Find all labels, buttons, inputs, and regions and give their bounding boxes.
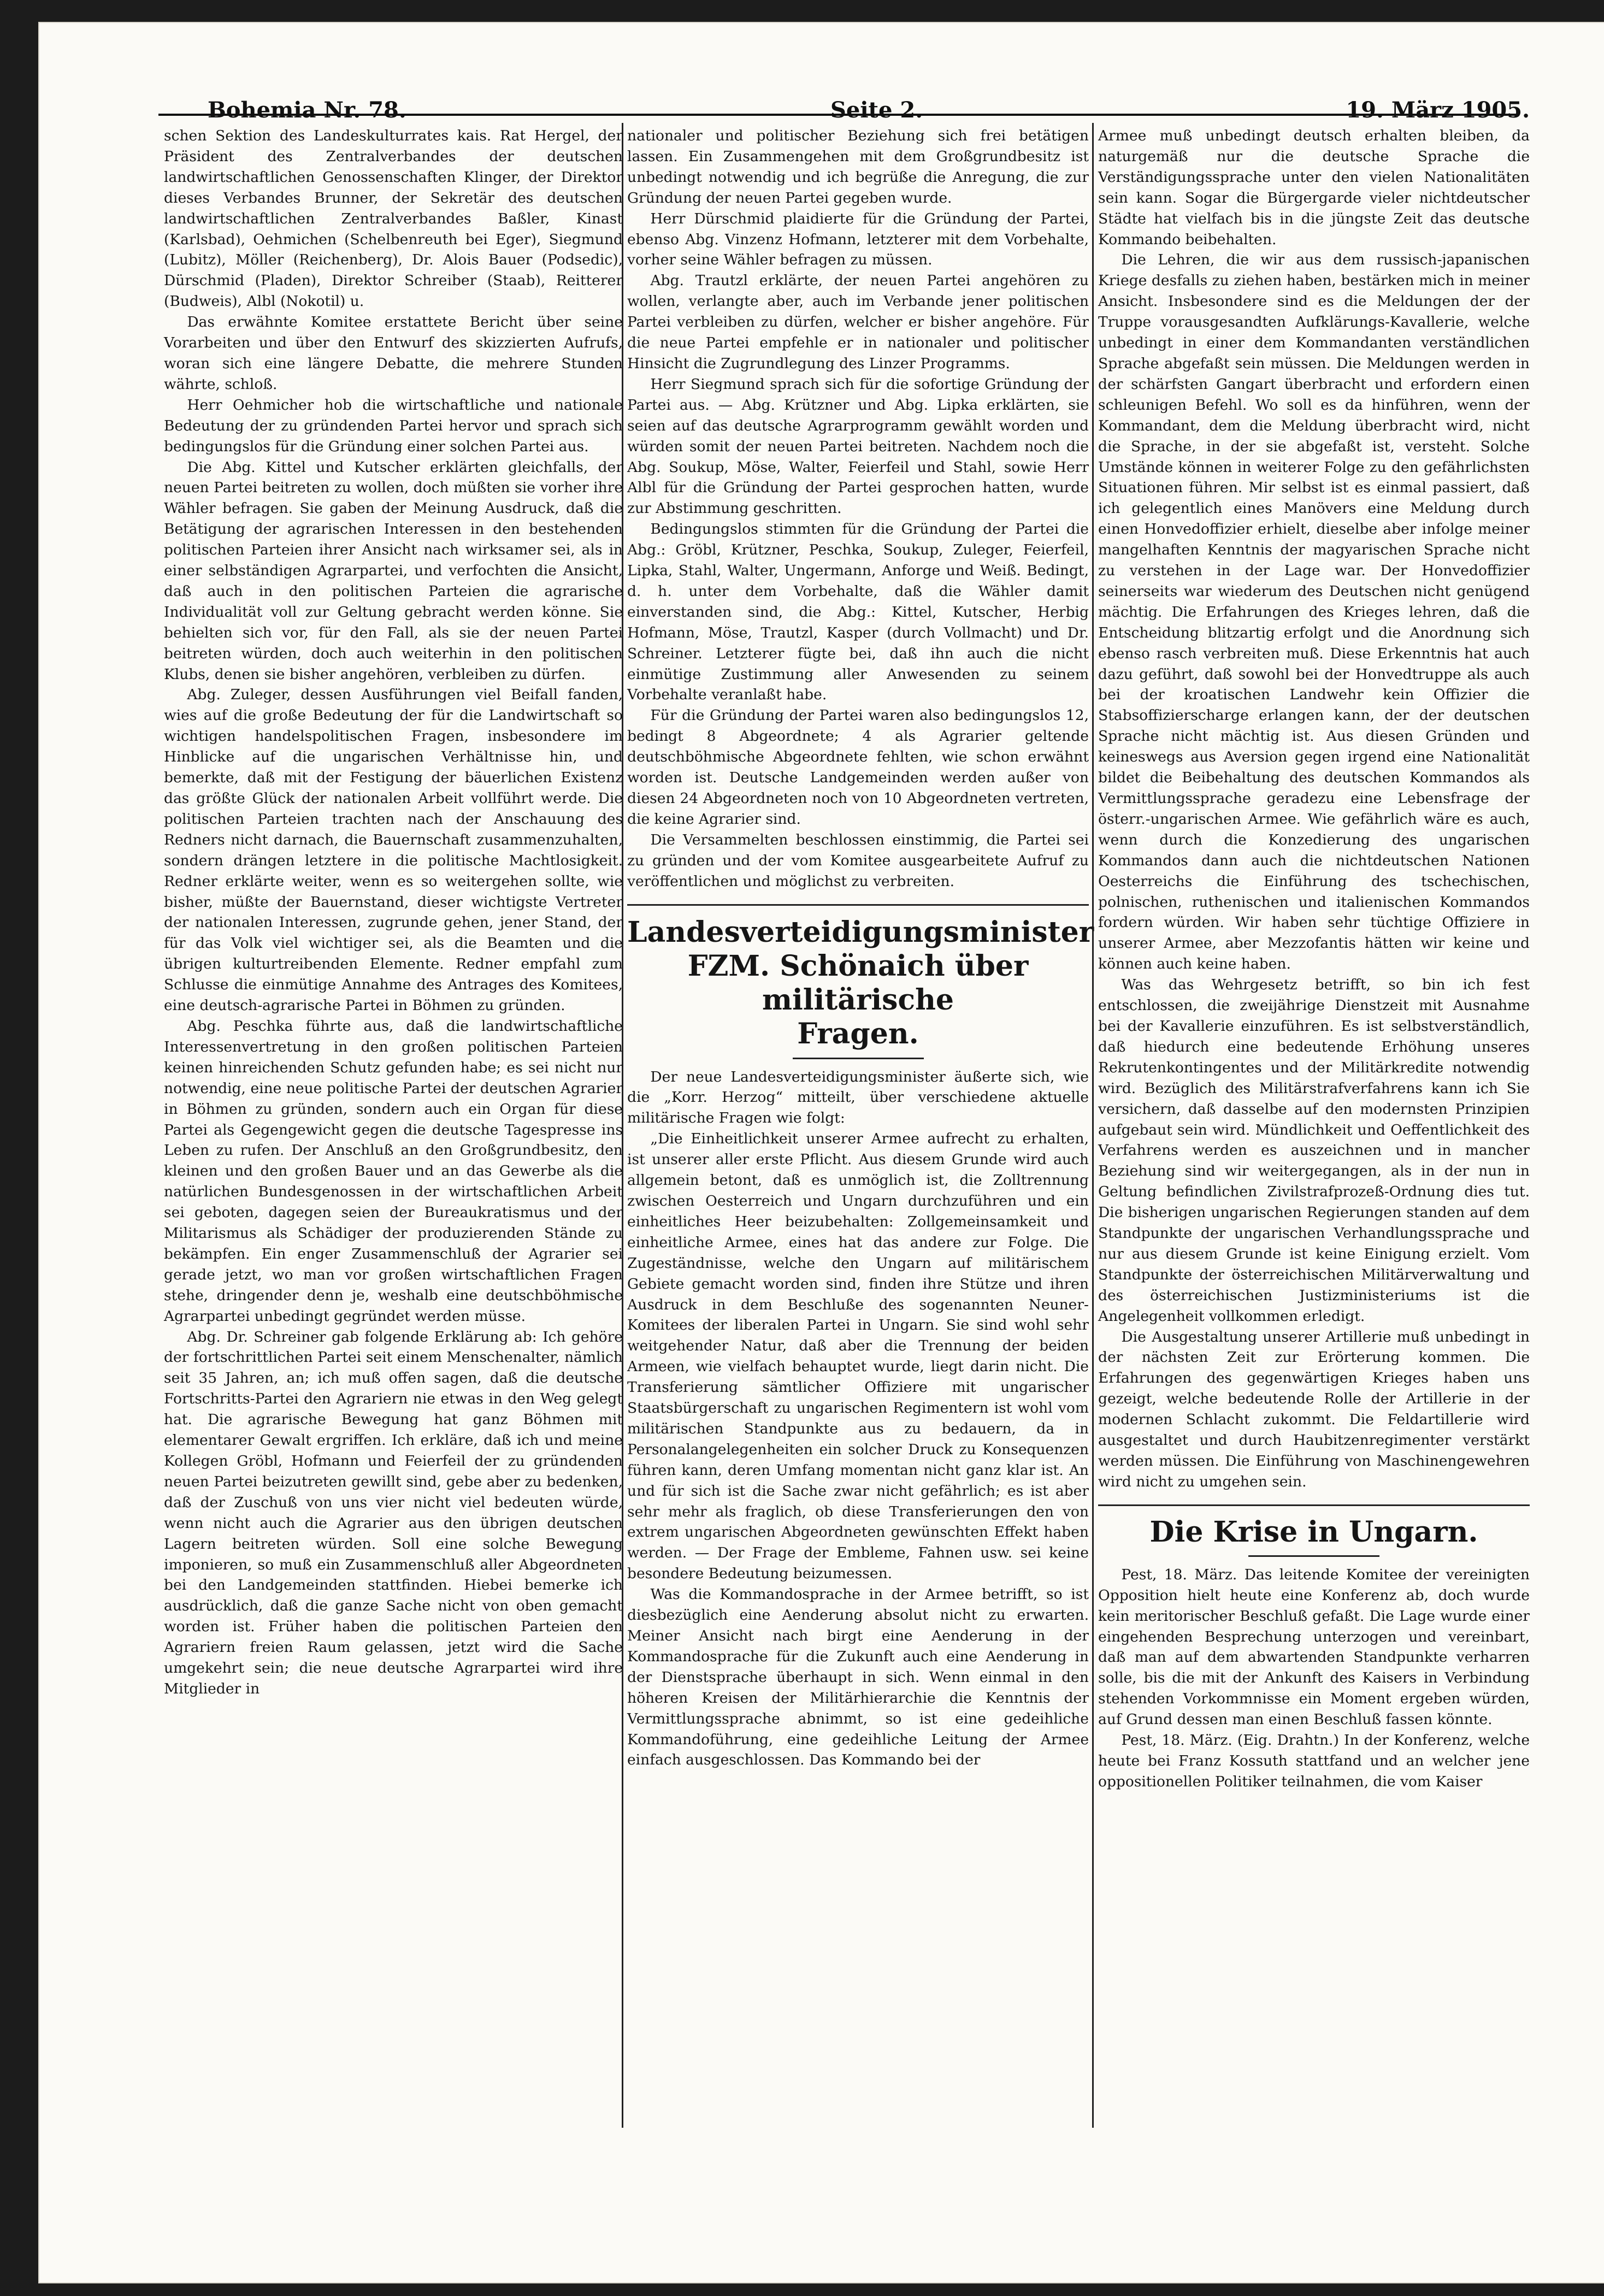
header-date: 19. März 1905.	[1346, 97, 1530, 123]
paragraph: nationaler und politischer Beziehung sich frei betätigen lassen. Ein Zusammengehen mit dem Großgrundbesitz ist unbedingt notwendig und ich begrüße die Anregung, die zur Gründung der neuen Partei gegeben wurde.	[627, 127, 1089, 206]
column-divider	[1092, 123, 1094, 2128]
paragraph: Für die Gründung der Partei waren also bedingungslos 12, bedingt 8 Abgeordnete; 4 als Agrarier geltende deutschböhmische Abgeordnete fehlten, wie schon erwähnt worden ist. Deutsche Landgemeinden werden außer von diesen 24 Abgeordneten noch von 10 Abgeordneten vertreten, die keine Agrarier sind.	[627, 707, 1089, 828]
headline-line: Fragen.	[797, 1017, 919, 1050]
paragraph: Die Versammelten beschlossen einstimmig, die Partei sei zu gründen und der vom Komitee ausgearbeitete Aufruf zu veröffentlichen und möglichst zu verbreiten.	[627, 831, 1089, 890]
paragraph: Herr Oehmicher hob die wirtschaftliche und nationale Bedeutung der zu gründenden Partei hervor und sprach sich bedingungslos für die Gründung einer solchen Partei aus.	[164, 396, 623, 455]
paragraph: Pest, 18. März. Das leitende Komitee der vereinigten Opposition hielt heute eine Konferenz ab, doch wurde kein meritorischer Beschluß gefaßt. Die Lage wurde einer eingehenden Besprechung unterzogen und vereinbart, daß man auf dem abwartenden Standpunkte verharren solle, bis die mit der Ankunft des Kaisers in Verbindung stehenden Vorkommnisse ein Moment ergeben würden, auf Grund dessen man einen Beschluß fassen könnte.	[1098, 1566, 1530, 1728]
article-separator	[1098, 1504, 1530, 1506]
paragraph: „Die Einheitlichkeit unserer Armee aufrecht zu erhalten, ist unserer aller erste Pflicht. Aus diesem Grunde wird auch allgemein betont, daß es unmöglich ist, die Zolltrennung zwischen Oesterreich und Ungarn durchzuführen und ein einheitliches Heer beizubehalten: Zollgemeinsamkeit und einheitliche Armee, eines hat das andere zur Folge. Die Zugeständnisse, welche den Ungarn auf militärischem Gebiete gemacht worden sind, finden ihre Stütze und ihren Ausdruck in dem Beschluße des sogenannten Neuner-Komitees der liberalen Partei in Ungarn. Sie sind wohl sehr weitgehender Natur, daß aber die Trennung der beiden Armeen, wie vielfach behauptet wurde, liegt darin nicht. Die Transferierung sämtlicher Offiziere mit ungarischer Staatsbürgerschaft zu ungarischen Regimentern ist wohl vom militärischen Standpunkte aus zu bedauern, da in Personalangelegenheiten ein solcher Druck zu Konsequenzen führen kann, deren Umfang momentan nicht ganz klar ist. An und für sich ist die Sache zwar nicht gefährlich; es ist aber sehr mehr als fraglich, ob diese Transferierungen den von extrem ungarischen Abgeordneten gewünschten Effekt haben werden. — Der Frage der Embleme, Fahnen usw. sei keine besondere Bedeutung beizumessen.	[627, 1130, 1089, 1583]
paragraph: Die Ausgestaltung unserer Artillerie muß unbedingt in der nächsten Zeit zur Erörterung kommen. Die Erfahrungen des gegenwärtigen Krieges haben uns gezeigt, welche bedeutende Rolle der Artillerie in der modernen Schlacht zukommt. Die Feldartillerie wird ausgestaltet und durch Haubitzenregimenter verstärkt werden müssen. Die Einführung von Maschinengewehren wird nicht zu umgehen sein.	[1098, 1328, 1530, 1490]
column-3	[1098, 126, 1530, 1792]
paragraph: Armee muß unbedingt deutsch erhalten bleiben, da naturgemäß nur die deutsche Sprache die Verständigungssprache unter den vielen Nationalitäten sein kann. Sogar die Bürgergarde vieler nichtdeutscher Städte hat vielfach bis in die jüngste Zeit das deutsche Kommando beibehalten.	[1098, 127, 1530, 248]
headline-line: Landesverteidigungsminister	[627, 915, 1094, 949]
paragraph: Pest, 18. März. (Eig. Drahtn.) In der Konferenz, welche heute bei Franz Kossuth stattfand und an welcher jene oppositionellen Politiker teilnahmen, die vom Kaiser	[1098, 1732, 1530, 1790]
header-page-number: Seite 2.	[830, 97, 923, 123]
paragraph: Was das Wehrgesetz betrifft, so bin ich fest entschlossen, die zweijährige Dienstzeit mit Ausnahme bei der Kavallerie einzuführen. Es ist selbstverständlich, daß hiedurch eine bedeutende Erhöhung unseres Rekrutenkontingentes und der Militärkredite notwendig wird. Bezüglich des Militärstrafverfahrens kann ich Sie versichern, daß dasselbe auf den modernsten Prinzipien aufgebaut sein wird. Mündlichkeit und Oeffentlichkeit des Verfahrens werden es auszeichnen und in mancher Beziehung sind wir weitergegangen, als in der nun in Geltung befindlichen Zivilstrafprozeß-Ordnung dies tut. Die bisherigen ungarischen Regierungen standen auf dem Standpunkte der ungarischen Verhandlungssprache und nur aus diesem Grunde ist keine Einigung erzielt. Vom Standpunkte der österreichischen Militärverwaltung und des österreichischen Justizministeriums ist die Angelegenheit vollkommen erledigt.	[1098, 976, 1530, 1325]
paragraph: Der neue Landesverteidigungsminister äußerte sich, wie die „Korr. Herzog“ mitteilt, über verschiedene aktuelle militärische Fragen wie folgt:	[627, 1068, 1089, 1127]
paragraph: Abg. Zuleger, dessen Ausführungen viel Beifall fanden, wies auf die große Bedeutung der für die Landwirtschaft so wichtigen handelspolitischen Fragen, insbesondere im Hinblicke auf die ungarischen Verhältnisse hin, und bemerkte, daß mit der Festigung der bäuerlichen Existenz das größte Glück der nationalen Arbeit vollführt werde. Die politischen Parteien trachten nach der Anschauung des Redners nicht darnach, die Bauernschaft zusammenzuhalten, sondern drängen letztere in die politische Machtlosigkeit. Redner erklärte weiter, wenn es so weitergehen sollte, wie bisher, müßte der Bauernstand, dieser wichtigste Vertreter der nationalen Interessen, zugrunde gehen, jener Stand, der für das Volk viel wichtiger sei, als die Beamten und die übrigen kulturtreibenden Elemente. Redner empfahl zum Schlusse die einmütige Annahme des Antrages des Komitees, eine deutsch-agrarische Partei in Böhmen zu gründen.	[164, 686, 623, 1014]
paragraph: Die Lehren, die wir aus dem russisch-japanischen Kriege desfalls zu ziehen haben, bestärken mich in meiner Ansicht. Insbesondere sind es die Meldungen der der Truppe vorausgesandten Aufklärungs-Kavallerie, welche unbedingt in einer dem Kommandanten verständlichen Sprache abgefaßt sein müssen. Die Meldungen werden in der schärfsten Gangart überbracht und erfordern einen schleunigen Befehl. Wo soll es da hinführen, wenn der Kommandant, dem die Meldung überbracht wird, nicht die Sprache, in der sie abgefaßt ist, versteht. Solche Umstände können in weiterer Folge zu den gefährlichsten Situationen führen. Mir selbst ist es einmal passiert, daß ich gelegentlich eines Manövers eine Meldung durch einen Honvedoffizier erhielt, dieselbe aber infolge meiner mangelhaften Kenntnis der magyarischen Sprache nicht zu verstehen in der Lage war. Der Honvedoffizier seinerseits war wiederum des Deutschen nicht genügend mächtig. Die Erfahrungen des Krieges lehren, daß die Entscheidung blitzartig erfolgt und die Anordnung sich ebenso rasch verbreiten muß. Diese Erkenntnis hat auch dazu geführt, daß sowohl bei der Honvedtruppe als auch bei der kroatischen Landwehr kein Offizier die Stabsoffizierscharge erlangen kann, der der deutschen Sprache nicht mächtig ist. Aus diesen Gründen und keineswegs aus Aversion gegen irgend eine Nationalität bildet die Beibehaltung des deutschen Kommandos als Vermittlungssprache geradezu eine Lebensfrage der österr.-ungarischen Armee. Wie gefährlich wäre es auch, wenn durch die Konzedierung des ungarischen Kommandos dann auch die nichtdeutschen Nationen Oesterreichs die Einführung des tschechischen, polnischen, ruthenischen und italienischen Kommandos fordern würden. Wir haben sehr tüchtige Offiziere in unserer Armee, aber Mezzofantis hätten wir keine und können auch keine haben.	[1098, 251, 1530, 973]
paragraph: Herr Siegmund sprach sich für die sofortige Gründung der Partei aus. — Abg. Krützner und Abg. Lipka erklärten, sie seien auf das deutsche Agrarprogramm gewählt worden und würden somit der neuen Partei beitreten. Nachdem noch die Abg. Soukup, Möse, Walter, Feierfeil und Stahl, sowie Herr Albl für die Gründung der Partei gesprochen hatten, wurde zur Abstimmung geschritten.	[627, 375, 1089, 517]
paragraph: Herr Dürschmid plaidierte für die Gründung der Partei, ebenso Abg. Vinzenz Hofmann, letzterer mit dem Vorbehalte, vorher seine Wähler befragen zu müssen.	[627, 210, 1089, 269]
paragraph: Die Abg. Kittel und Kutscher erklärten gleichfalls, der neuen Partei beitreten zu wollen, doch müßten sie vorher ihre Wähler befragen. Sie gaben der Meinung Ausdruck, daß die Betätigung der agrarischen Interessen in den bestehenden politischen Parteien ihrer Ansicht nach wirksamer sei, als in einer selbständigen Agrarpartei, und verfochten die Ansicht, daß auch in den politischen Parteien die agrarische Individualität voll zur Geltung gebracht werden könne. Sie behielten sich vor, für den Fall, als sie der neuen Partei beitreten würden, doch auch weiterhin in den politischen Klubs, denen sie bisher angehören, verbleiben zu dürfen.	[164, 458, 623, 683]
article-headline	[627, 915, 1094, 1051]
paragraph: Was die Kommandosprache in der Armee betrifft, so ist diesbezüglich eine Aenderung absolut nicht zu erwarten. Meiner Ansicht nach birgt eine Aenderung in der Kommandosprache für die Zukunft auch eine Aenderung in der Dienstsprache überhaupt in sich. Wenn einmal in den höheren Kreisen der Militärhierarchie die Kenntnis der Vermittlungssprache abnimmt, so ist eine gedeihliche Kommandoführung, eine gedeihliche Leitung der Armee einfach ausgeschlossen. Das Kommando bei der	[627, 1586, 1089, 1769]
paragraph: schen Sektion des Landeskulturrates kais. Rat Hergel, der Präsident des Zentralverbandes der deutschen landwirtschaftlichen Genossenschaften Klinger, der Direktor dieses Verbandes Brunner, der Sekretär des deutschen landwirtschaftlichen Zentralverbandes Baßler, Kinast (Karlsbad), Oehmichen (Schelbenreuth bei Eger), Siegmund (Lubitz), Möller (Reichenberg), Dr. Alois Bauer (Podsedic), Dürschmid (Pladen), Direktor Schreiber (Staab), Reitterer (Budweis), Albl (Nokotil) u.	[164, 127, 623, 310]
headline-rule	[1248, 1555, 1379, 1557]
paragraph: Abg. Dr. Schreiner gab folgende Erklärung ab: Ich gehöre der fortschrittlichen Partei seit einem Menschenalter, nämlich seit 35 Jahren, an; ich muß offen sagen, daß die deutsche Fortschritts-Partei den Agrariern nie etwas in den Weg gelegt hat. Die agrarische Bewegung hat ganz Böhmen mit elementarer Gewalt ergriffen. Ich erkläre, daß ich und meine Kollegen Gröbl, Hofmann und Feierfeil der zu gründenden neuen Partei beizutreten gewillt sind, gebe aber zu bedenken, daß der Zuschuß von uns vier nicht viel bedeuten würde, wenn nicht auch die Agrarier aus den übrigen deutschen Lagern beitreten würden. Soll eine solche Bewegung imponieren, so muß ein Zusammenschluß aller Abgeordneten bei den Landgemeinden stattfinden. Hiebei bemerke ich ausdrücklich, daß die ganze Sache nicht von oben gemacht worden ist. Früher haben die politischen Parteien den Agrariern freien Raum gelassen, jetzt wird die Sache umgekehrt sein; die neue deutsche Agrarpartei wird ihre Mitglieder in	[164, 1328, 623, 1697]
article-separator	[627, 904, 1089, 906]
header-rule	[158, 114, 1517, 116]
paragraph: Bedingungslos stimmten für die Gründung der Partei die Abg.: Gröbl, Krützner, Peschka, Soukup, Zuleger, Feierfeil, Lipka, Stahl, Walter, Ungermann, Anforge und Weiß. Bedingt, d. h. unter dem Vorbehalte, daß die Wähler damit einverstanden sind, die Abg.: Kittel, Kutscher, Herbig Hofmann, Möse, Trautzl, Kasper (durch Vollmacht) und Dr. Schreiner. Letzterer fügte bei, daß ihn auch die nicht einmütige Zustimmung aller Anwesenden zu seinem Vorbehalte veranlaßt habe.	[627, 521, 1089, 704]
headline-line: FZM. Schönaich über militärische	[687, 949, 1029, 1017]
article-headline: Die Krise in Ungarn.	[1149, 1515, 1478, 1549]
headline-rule	[793, 1058, 924, 1059]
column-1	[164, 126, 623, 1699]
paragraph: Das erwähnte Komitee erstattete Bericht über seine Vorarbeiten und über den Entwurf des skizzierten Aufrufs, woran sich eine längere Debatte, die mehrere Stunden währte, schloß.	[164, 314, 623, 393]
paragraph: Abg. Trautzl erklärte, der neuen Partei angehören zu wollen, verlangte aber, auch im Verbande jener politischen Partei verbleiben zu dürfen, welcher er bisher angehöre. Für die neue Partei empfehle er in nationaler und politischer Hinsicht die Zugrundlegung des Linzer Programms.	[627, 272, 1089, 372]
header-masthead: Bohemia Nr. 78.	[208, 97, 406, 123]
paragraph: Abg. Peschka führte aus, daß die landwirtschaftliche Interessenvertretung in den großen politischen Parteien keinen hinreichenden Schutz gefunden habe; es sei nicht nur notwendig, eine neue politische Partei der deutschen Agrarier in Böhmen zu gründen, sondern auch ein Organ für diese Partei als Gegengewicht gegen die deutsche Tagespresse ins Leben zu rufen. Der Anschluß an den Großgrundbesitz, den kleinen und den großen Bauer und an das Gewerbe als die natürlichen Bundesgenossen in der wirtschaftlichen Arbeit sei geboten, dagegen seien der Bureaukratismus und der Militarismus als Schädiger der produzierenden Stände zu bekämpfen. Ein enger Zusammenschluß der Agrarier sei gerade jetzt, wo man vor großen wirtschaftlichen Fragen stehe, dringender denn je, weshalb eine deutschböhmische Agrarpartei unbedingt gegründet werden müsse.	[164, 1017, 623, 1325]
column-2	[627, 126, 1094, 1770]
